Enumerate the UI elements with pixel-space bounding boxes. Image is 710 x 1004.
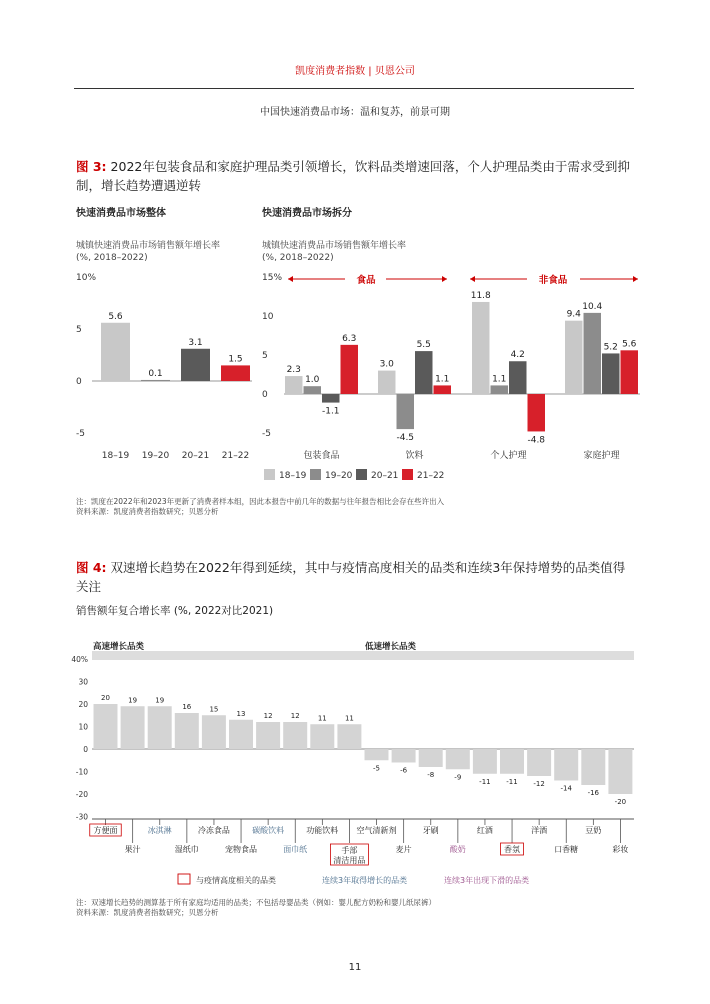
fig4-ytick: 30 bbox=[78, 677, 88, 687]
fig4-data-label: -20 bbox=[614, 798, 627, 806]
fig3-right-data-label: -1.1 bbox=[321, 406, 340, 417]
fig4-category-label: 果汁 bbox=[124, 845, 141, 854]
fig4-category-label: 豆奶 bbox=[585, 826, 602, 835]
fig3-left-data-label: 1.5 bbox=[228, 354, 243, 365]
fig4-category-label: 彩妆 bbox=[612, 845, 629, 854]
fig3-right-category-label: 包装食品 bbox=[303, 451, 340, 461]
fig3-left-ytick: -5 bbox=[76, 429, 85, 439]
fig4-bar bbox=[148, 706, 172, 749]
fig4-category-label: 酸奶 bbox=[449, 845, 466, 854]
fig3-note-1: 注：凯度在2022年和2023年更新了消费者样本组，因此本报告中前几年的数据与往年报告相比会存在些许出入 bbox=[76, 497, 445, 506]
fig3-right-data-label: 1.1 bbox=[492, 374, 507, 385]
legend-swatch bbox=[264, 469, 275, 480]
fig4-bar bbox=[608, 749, 632, 794]
fig3-right-bar bbox=[434, 385, 452, 394]
fig3-right-data-label: 11.8 bbox=[470, 290, 491, 301]
legend-label: 20–21 bbox=[371, 471, 399, 481]
fig3-right-data-label: -4.8 bbox=[527, 435, 546, 446]
fig3-right-bar bbox=[621, 350, 639, 394]
fig3-right-bar bbox=[602, 353, 620, 394]
fig4-bar bbox=[256, 722, 280, 749]
fig3-left-title: 快速消费品市场整体 bbox=[76, 208, 166, 219]
fig3-left-bar bbox=[181, 349, 210, 381]
fig3-right-ytick: -5 bbox=[262, 429, 271, 439]
fig4-data-label: -16 bbox=[587, 789, 600, 797]
fig4-note-2: 资料来源：凯度消费者指数研究；贝恩分析 bbox=[76, 908, 219, 917]
fig3-right-bar bbox=[472, 302, 490, 394]
fig3-left-ytick: 0 bbox=[76, 377, 82, 387]
fig3-right-bar bbox=[304, 386, 322, 394]
fig3-right-ytick: 10 bbox=[262, 312, 274, 322]
fig3-right-bar bbox=[415, 351, 433, 394]
nonfood-tag: 非食品 bbox=[538, 275, 568, 286]
fig4-category-label: 麦片 bbox=[395, 845, 412, 854]
fig4-ytick: 10 bbox=[78, 722, 88, 732]
fig4-header-band bbox=[92, 651, 634, 660]
fig4-category-label: 清洁用品 bbox=[333, 856, 366, 865]
legend-label: 18–19 bbox=[279, 471, 307, 481]
fig4-category-label: 湿纸巾 bbox=[174, 845, 199, 854]
fig4-category-label: 宠物食品 bbox=[225, 845, 257, 854]
fig3-notes bbox=[76, 497, 444, 517]
fig3-right-bar bbox=[341, 345, 359, 394]
fig3-right-data-label: -4.5 bbox=[396, 433, 415, 444]
fig3-right-bar bbox=[397, 394, 415, 429]
fig4-data-label: 16 bbox=[182, 703, 192, 711]
fig4-data-label: -6 bbox=[400, 766, 408, 775]
fig3-right-data-label: 10.4 bbox=[582, 301, 603, 312]
legend-label: 21–22 bbox=[417, 471, 445, 481]
fig4-bar bbox=[202, 715, 226, 749]
fig3-right-category-label: 家庭护理 bbox=[583, 451, 620, 461]
fig4-data-label: 19 bbox=[128, 696, 138, 705]
fig4-ytick: -30 bbox=[75, 812, 88, 822]
food-arrow-left bbox=[288, 276, 293, 282]
fig4-data-label: -14 bbox=[560, 784, 572, 793]
fig3-left-ylabel-line2: (%, 2018–2022) bbox=[76, 253, 148, 263]
fig3-right-data-label: 3.0 bbox=[379, 359, 394, 370]
fig3-right-bar bbox=[285, 376, 303, 394]
fig3-right-category-label: 个人护理 bbox=[490, 451, 527, 461]
fig3-right-data-label: 5.5 bbox=[416, 340, 431, 351]
fig3-left-category-label: 21–22 bbox=[221, 451, 250, 461]
legend-swatch bbox=[310, 469, 321, 480]
fig4-category-label: 洋酒 bbox=[531, 826, 548, 835]
fig4-label: 图 4: bbox=[76, 560, 107, 575]
fig3-left-category-label: 19–20 bbox=[141, 451, 170, 461]
fig3-right-data-label: 9.4 bbox=[566, 309, 581, 320]
fig4-data-label: -12 bbox=[533, 780, 545, 788]
fig4-data-label: 12 bbox=[263, 712, 273, 720]
fig3-right-ytick: 15% bbox=[262, 273, 283, 283]
fig3-right-data-label: 1.1 bbox=[435, 374, 450, 385]
fig4-data-label: -9 bbox=[454, 773, 462, 782]
fig4-bar bbox=[419, 749, 443, 767]
fig3-right-bar bbox=[491, 385, 509, 394]
fig4-bar bbox=[581, 749, 605, 785]
fig4-bar bbox=[392, 749, 416, 763]
page-number: 11 bbox=[348, 962, 362, 973]
fig4-legend-box-icon bbox=[178, 874, 190, 884]
fig3-caption-text: 2022年包装食品和家庭护理品类引领增长，饮料品类增速回落，个人护理品类由于需求受到抑制，增长趋势遭遇逆转 bbox=[76, 159, 630, 193]
fig4-category-label: 牙刷 bbox=[422, 826, 439, 835]
fig4-legend-down-label: 连续3年出现下滑的品类 bbox=[444, 876, 530, 885]
fig4-legend-box-label: 与疫情高度相关的品类 bbox=[196, 876, 276, 885]
fig3-left-ylabel-line1: 城镇快速消费品市场销售额年增长率 bbox=[76, 241, 221, 251]
header-subtitle: 中国快速消费品市场：温和复苏，前景可期 bbox=[260, 107, 450, 118]
fig3-note-2: 资料来源：凯度消费者指数研究；贝恩分析 bbox=[76, 507, 219, 516]
fig4-bar bbox=[527, 749, 551, 776]
fig4-low-title: 低速增长品类 bbox=[365, 642, 417, 652]
fig3-right-data-label: 5.6 bbox=[622, 339, 637, 350]
fig4-category-label: 口香糖 bbox=[554, 845, 579, 854]
nonfood-arrow-left bbox=[470, 276, 475, 282]
fig4-bar bbox=[121, 706, 145, 749]
fig4-caption bbox=[76, 558, 636, 596]
fig4-data-label: 11 bbox=[317, 714, 327, 723]
fig4-high-title: 高速增长品类 bbox=[93, 642, 145, 652]
fig4-data-label: -5 bbox=[373, 764, 380, 773]
fig4-category-label: 碳酸饮料 bbox=[252, 826, 285, 835]
fig4-caption-text: 双速增长趋势在2022年得到延续，其中与疫情高度相关的品类和连续3年保持增势的品类值得关注 bbox=[76, 560, 626, 594]
fig4-data-label: 13 bbox=[236, 709, 246, 718]
fig3-left-data-label: 5.6 bbox=[108, 311, 123, 322]
fig4-bar bbox=[473, 749, 497, 774]
fig4-data-label: 19 bbox=[155, 696, 165, 705]
fig4-bar bbox=[365, 749, 389, 760]
fig4-bar bbox=[94, 704, 118, 749]
fig3-right-data-label: 6.3 bbox=[342, 333, 357, 344]
fig3-right-title: 快速消费品市场拆分 bbox=[262, 208, 352, 219]
fig4-data-label: -11 bbox=[479, 777, 491, 786]
fig3-right-bar bbox=[528, 394, 546, 431]
fig3-right-data-label: 5.2 bbox=[603, 342, 618, 353]
fig4-category-label: 空气清新剂 bbox=[356, 826, 397, 835]
fig3-left-bar bbox=[221, 365, 250, 381]
fig3-right-bar bbox=[565, 321, 583, 394]
fig4-ytick: 20 bbox=[78, 700, 88, 709]
fig3-left-ytick: 10% bbox=[76, 273, 97, 283]
fig4-category-label: 功能饮料 bbox=[306, 826, 339, 835]
fig4-bar bbox=[310, 724, 334, 749]
fig3-right-ylabel-line1: 城镇快速消费品市场销售额年增长率 bbox=[262, 241, 407, 251]
fig3-right-category-label: 饮料 bbox=[405, 451, 424, 461]
fig4-bar bbox=[175, 713, 199, 749]
legend-swatch bbox=[402, 469, 413, 480]
nonfood-arrow-right bbox=[633, 276, 638, 282]
fig4-data-label: 12 bbox=[290, 712, 300, 720]
fig3-right-bar bbox=[509, 361, 527, 394]
fig3-label: 图 3: bbox=[76, 159, 107, 174]
fig4-ylabel: 销售额年复合增长率 (%, 2022对比2021) bbox=[76, 605, 274, 617]
fig4-bar bbox=[554, 749, 578, 781]
header-brand: 凯度消费者指数 | 贝恩公司 bbox=[295, 66, 415, 77]
fig4-category-label: 红酒 bbox=[476, 826, 493, 835]
fig3-left-category-label: 18–19 bbox=[101, 451, 130, 461]
fig4-category-label: 方便面 bbox=[93, 826, 118, 835]
fig4-bar bbox=[229, 720, 253, 749]
fig3-right-data-label: 4.2 bbox=[510, 350, 525, 361]
fig3-right-ytick: 0 bbox=[262, 390, 268, 400]
fig4-data-label: 20 bbox=[101, 694, 110, 702]
fig4-category-label: 香氛 bbox=[504, 845, 520, 854]
fig3-right-chart bbox=[262, 273, 640, 481]
fig4-notes bbox=[76, 898, 436, 918]
fig4-data-label: -8 bbox=[427, 771, 435, 779]
fig4-category-label: 面巾纸 bbox=[283, 845, 308, 854]
fig4-ytick: 0 bbox=[83, 745, 88, 754]
fig3-left-data-label: 3.1 bbox=[188, 337, 203, 348]
fig4-ytick: -20 bbox=[75, 790, 88, 799]
fig4-bar bbox=[446, 749, 470, 769]
fig4-data-label: 11 bbox=[344, 714, 354, 723]
fig3-right-ylabel-line2: (%, 2018–2022) bbox=[262, 253, 334, 263]
fig4-legend-up-label: 连续3年取得增长的品类 bbox=[322, 876, 408, 885]
fig3-right-bar bbox=[378, 371, 396, 394]
legend-swatch bbox=[356, 469, 367, 480]
fig3-left-chart bbox=[76, 273, 252, 461]
fig4-bar bbox=[283, 722, 307, 749]
fig3-left-bar bbox=[141, 380, 170, 381]
food-tag: 食品 bbox=[356, 275, 376, 286]
fig3-left-data-label: 0.1 bbox=[148, 368, 163, 379]
fig3-left-ytick: 5 bbox=[76, 325, 82, 335]
fig4-bar bbox=[500, 749, 524, 774]
fig4-note-1: 注：双速增长趋势的测算基于所有家庭均适用的品类；不包括母婴品类（例如：婴儿配方奶粉和婴儿纸尿裤） bbox=[76, 898, 436, 907]
fig4-data-label: -11 bbox=[506, 777, 518, 786]
fig3-left-category-label: 20–21 bbox=[181, 451, 210, 461]
fig4-chart bbox=[71, 641, 634, 885]
fig3-right-bar bbox=[322, 394, 340, 403]
fig4-ytick: -10 bbox=[75, 767, 88, 777]
fig4-category-label: 冰淇淋 bbox=[147, 826, 172, 835]
food-arrow-right bbox=[442, 276, 447, 282]
fig3-right-bar bbox=[584, 313, 602, 394]
fig3-right-ytick: 5 bbox=[262, 351, 268, 361]
fig4-ytick: 40% bbox=[71, 655, 88, 664]
fig4-category-label: 冷冻食品 bbox=[197, 826, 230, 835]
legend-label: 19–20 bbox=[325, 471, 353, 481]
fig3-right-data-label: 1.0 bbox=[305, 375, 320, 386]
fig4-bar bbox=[337, 724, 361, 749]
fig3-right-data-label: 2.3 bbox=[286, 365, 301, 376]
fig4-category-label: 手部 bbox=[341, 846, 358, 855]
fig3-left-bar bbox=[101, 323, 130, 381]
fig4-data-label: 15 bbox=[209, 705, 219, 714]
